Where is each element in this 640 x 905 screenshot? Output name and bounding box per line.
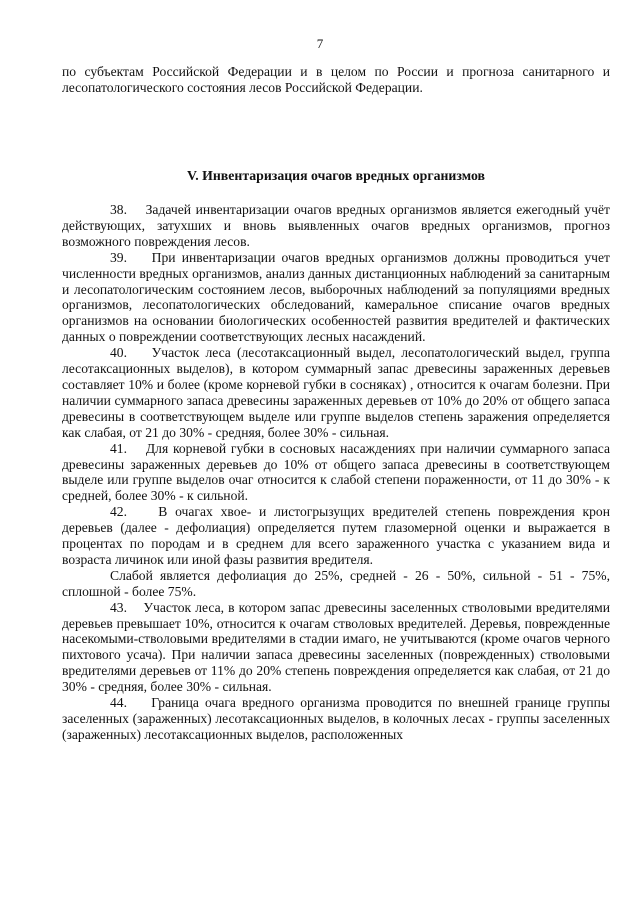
section-heading: V. Инвентаризация очагов вредных организмов bbox=[187, 168, 485, 183]
paragraph-40: 40. Участок леса (лесотаксационный выдел, лесопатологический выдел, группа лесотаксационных выделов), в котором суммарный запас древесины зараженных деревьев составляет 10% и более (кроме корневой губки в сосняках) , относится к очагам болезни. При наличии суммарного запаса древесины зараженных деревьев от 10% до 20% от общего запаса древесины в соответствующем выделе или группе выделов степень заражения определяется как слабая, от 21 до 30% - средняя, более 30% - сильная. bbox=[62, 345, 610, 440]
paragraph-43: 43. Участок леса, в котором запас древесины заселенных стволовыми вредителями деревьев превышает 10%, относится к очагам стволовых вредителей. Деревья, поврежденные насекомыми-стволовыми вредителями в стадии имаго, не учитываются (кроме очагов черного пихтового усача). При наличии запаса древесины заселенных (поврежденных) стволовыми вредителями деревьев от 11% до 20% степень повреждения определяется как слабая, от 21 до 30% - средняя, более 30% - сильная. bbox=[62, 599, 610, 695]
paragraph-defoliation-scale: Слабой является дефолиация до 25%, средней - 26 - 50%, сильной - 51 - 75%, сплошной - более 75%. bbox=[62, 567, 610, 599]
paragraph-44: 44. Граница очага вредного организма проводится по внешней границе группы заселенных (зараженных) лесотаксационных выделов, в колочных лесах - группы заселенных (зараженных) лесотаксационных выделов, расположенных bbox=[62, 695, 610, 742]
paragraph-41: 41. Для корневой губки в сосновых насаждениях при наличии суммарного запаса древесины зараженных деревьев до 10% от общего запаса древесины в соответствующем выделе или группе выделов очаг относится к слабой степени пораженности, от 11 до 30% - к средней, более 30% - к сильной. bbox=[62, 440, 610, 504]
paragraph-39: 39. При инвентаризации очагов вредных организмов должны проводиться учет численности вредных организмов, анализ данных дистанционных наблюдений за санитарным и лесопатологическим состоянием лесов, выборочных наблюдений за популяциями вредных организмов, лесопатологических обследований, камеральное списание очагов вредных организмов на основании биологических особенностей развития вредителей и фактических данных о повреждении соответствующих лесных насаждений. bbox=[62, 249, 610, 345]
intro-paragraph: по субъектам Российской Федерации и в целом по России и прогноза санитарного и лесопатологического состояния лесов Российской Федерации. bbox=[62, 64, 610, 95]
paragraph-42: 42. В очагах хвое- и листогрызущих вредителей степень повреждения крон деревьев (далее - дефолиация) определяется путем глазомерной оценки и выражается в процентах по породам и в среднем для всего зараженного участка с указанием вида и возраста личинок или иной фазы развития вредителя. bbox=[62, 504, 610, 567]
paragraph-38: 38. Задачей инвентаризации очагов вредных организмов является ежегодный учёт действующих, затухших и вновь выявленных очагов вредных организмов, прогноз возможного повреждения лесов. bbox=[62, 202, 610, 249]
section-body bbox=[62, 202, 610, 743]
page-number: 7 bbox=[316, 36, 324, 51]
